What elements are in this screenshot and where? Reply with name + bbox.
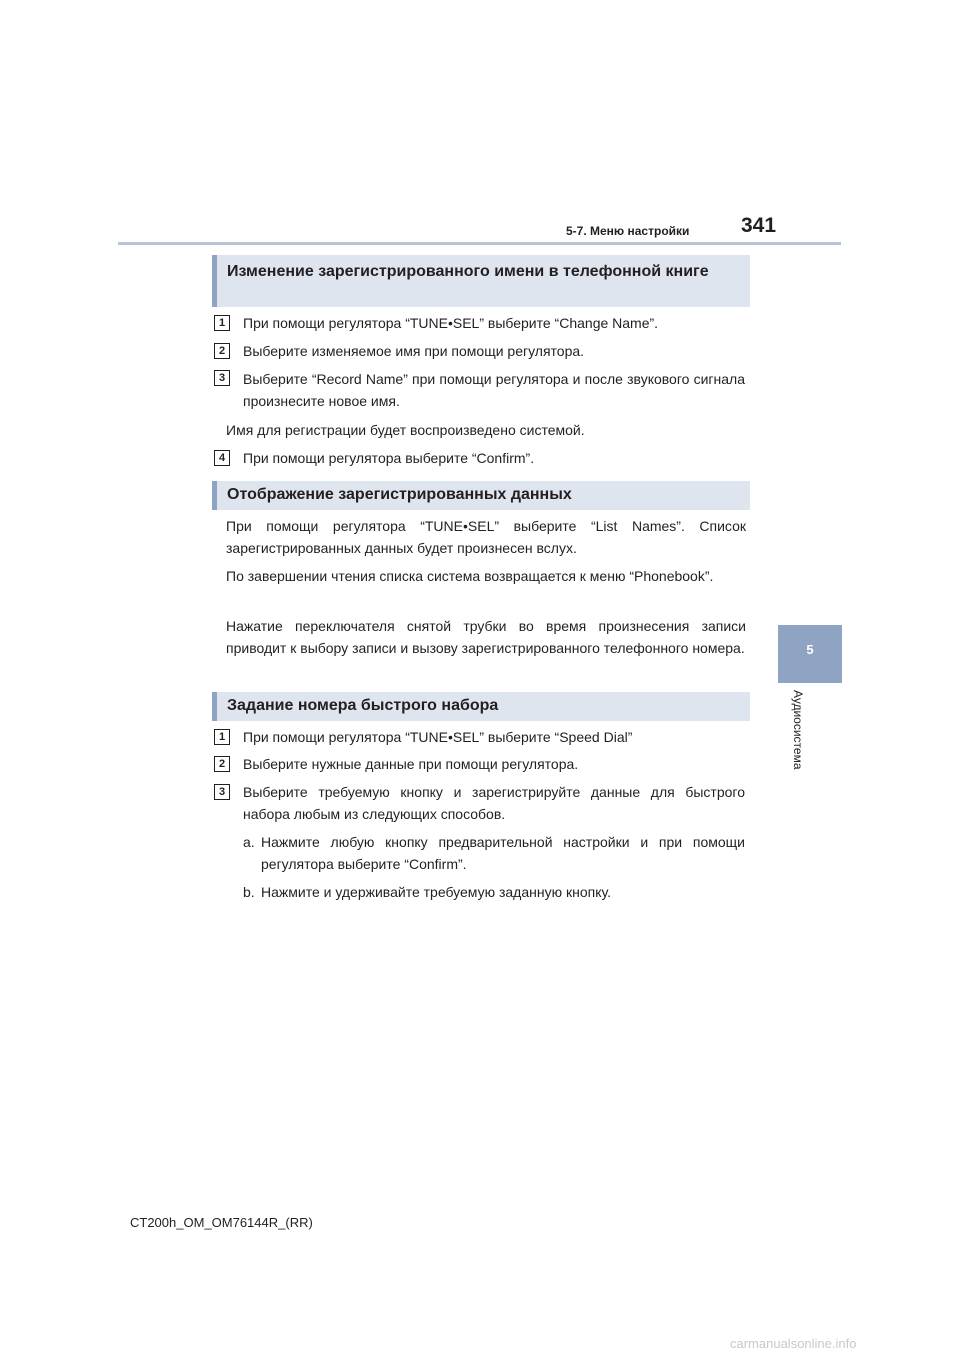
section-heading-list: Отображение зарегистрированных данных bbox=[212, 481, 750, 510]
step-number: 4 bbox=[214, 450, 230, 466]
paragraph: Нажатие переключателя снятой трубки во время произнесения записи приводит к выбору записи и вызову зарегистрированного телефонного номера. bbox=[226, 618, 746, 656]
section-title: 5-7. Меню настройки bbox=[566, 224, 690, 238]
step-text: При помощи регулятора выберите “Confirm”. bbox=[243, 450, 535, 466]
step-text: При помощи регулятора “TUNE•SEL” выберите “Speed Dial” bbox=[243, 729, 633, 745]
step-number: 3 bbox=[214, 784, 230, 800]
step-number: 2 bbox=[214, 343, 230, 359]
page-number: 341 bbox=[741, 214, 777, 237]
step-note: Имя для регистрации будет воспроизведено системой. bbox=[226, 422, 585, 438]
substep-label: a. bbox=[243, 834, 255, 850]
step-number: 1 bbox=[214, 729, 230, 745]
substep-label: b. bbox=[243, 884, 255, 900]
step-number: 1 bbox=[214, 315, 230, 331]
section-heading-speed-dial: Задание номера быстрого набора bbox=[212, 692, 750, 721]
step-number: 3 bbox=[214, 370, 230, 386]
step-text: При помощи регулятора “TUNE•SEL” выберите “Change Name”. bbox=[243, 315, 659, 331]
chapter-tab: 5 bbox=[778, 625, 842, 683]
watermark: carmanualsonline.info bbox=[730, 1336, 857, 1351]
substep-text: Нажмите любую кнопку предварительной настройки и при помощи регулятора выберите “Confirm”. bbox=[261, 834, 745, 872]
paragraph: При помощи регулятора “TUNE•SEL” выберите “List Names”. Список зарегистрированных данных будет произнесен вслух. bbox=[226, 518, 746, 556]
step-text: Выберите требуемую кнопку и зарегистрируйте данные для быстрого набора любым из следующих способов. bbox=[243, 784, 745, 822]
substep-text: Нажмите и удерживайте требуемую заданную кнопку. bbox=[261, 884, 611, 900]
paragraph: По завершении чтения списка система возвращается к меню “Phonebook”. bbox=[226, 568, 714, 584]
step-text: Выберите “Record Name” при помощи регулятора и после звукового сигнала произнесите новое имя. bbox=[243, 371, 745, 409]
step-number: 2 bbox=[214, 756, 230, 772]
section-heading-rename: Изменение зарегистрированного имени в телефонной книге bbox=[212, 255, 750, 307]
step-text: Выберите изменяемое имя при помощи регулятора. bbox=[243, 343, 585, 359]
chapter-label: Аудиосистема bbox=[791, 690, 805, 770]
document-code: CT200h_OM_OM76144R_(RR) bbox=[130, 1215, 313, 1230]
header-divider bbox=[118, 242, 841, 245]
step-text: Выберите нужные данные при помощи регулятора. bbox=[243, 756, 579, 772]
